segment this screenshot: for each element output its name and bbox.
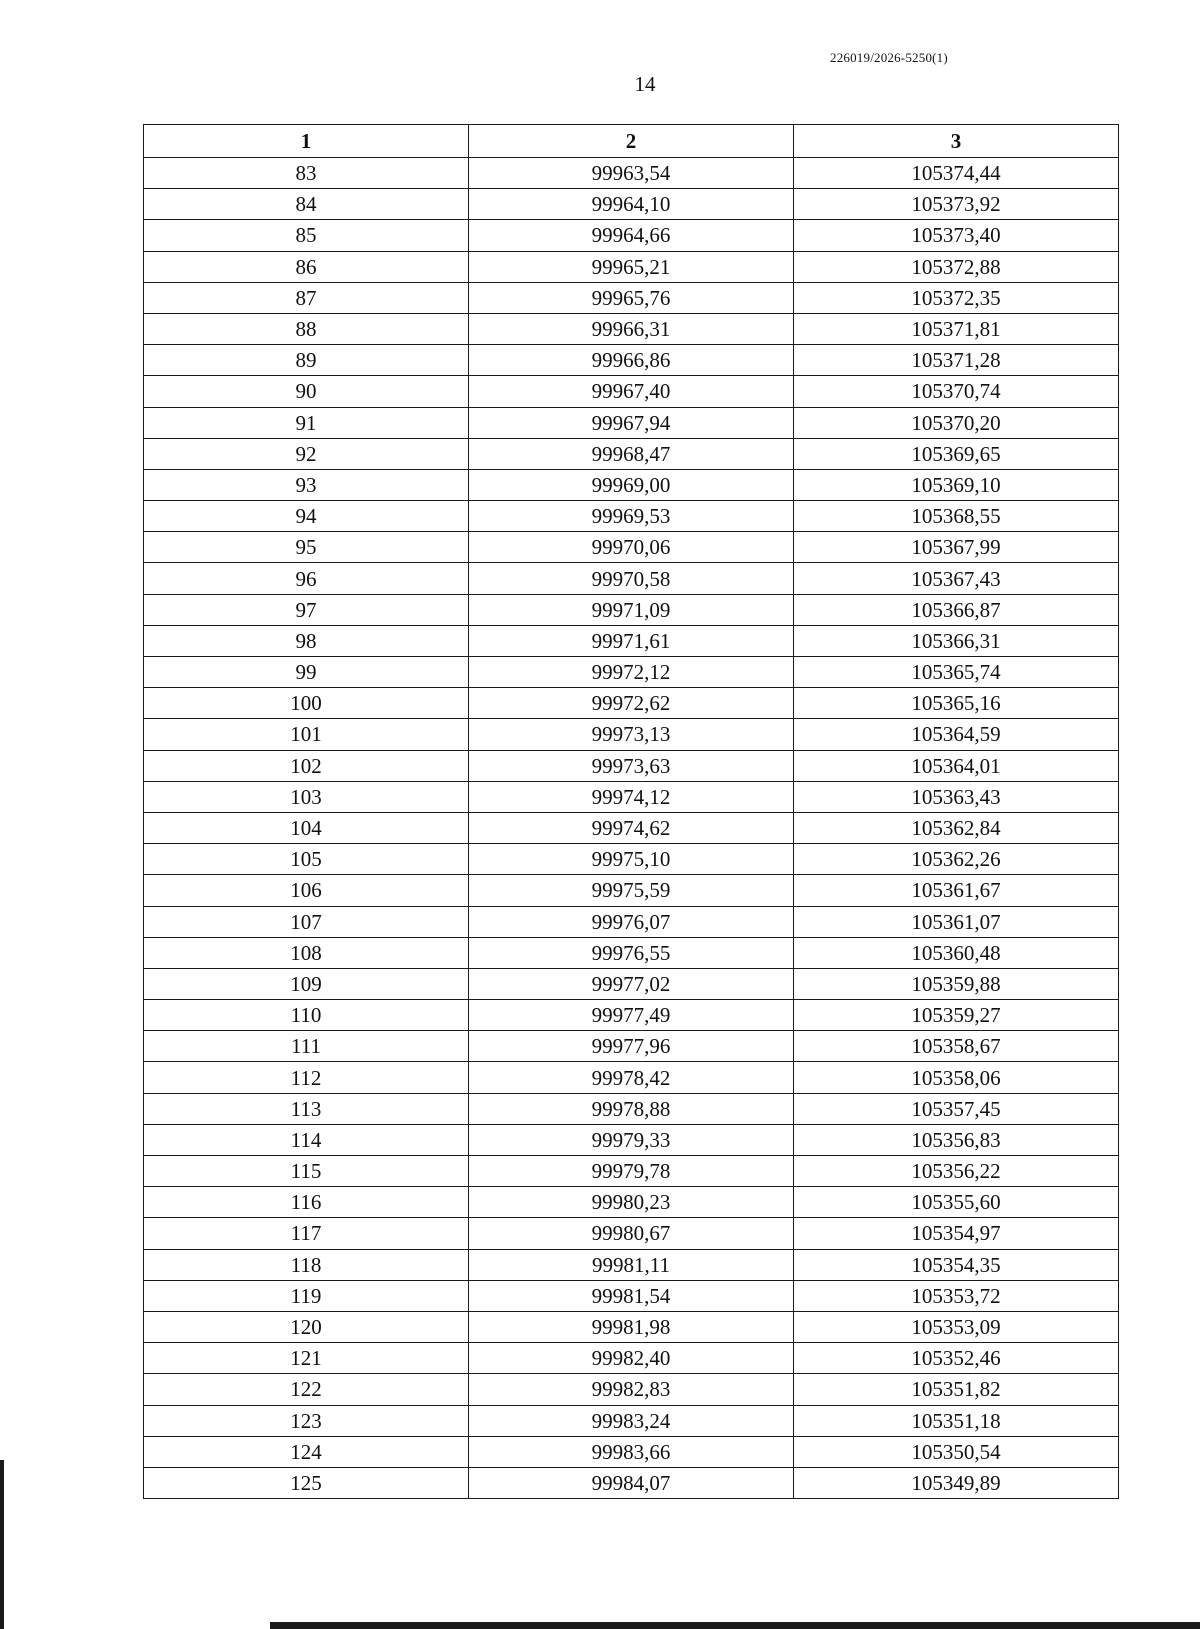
y-coordinate-cell: 105353,09 xyxy=(794,1311,1119,1342)
point-number-cell: 88 xyxy=(144,313,469,344)
point-number-cell: 96 xyxy=(144,563,469,594)
point-number-cell: 111 xyxy=(144,1031,469,1062)
x-coordinate-cell: 99968,47 xyxy=(469,438,794,469)
table-row xyxy=(144,158,1119,189)
table-row xyxy=(144,750,1119,781)
table-row xyxy=(144,1311,1119,1342)
point-number-cell: 115 xyxy=(144,1156,469,1187)
scan-bottom-bar xyxy=(270,1622,1200,1629)
y-coordinate-cell: 105372,35 xyxy=(794,282,1119,313)
point-number-cell: 120 xyxy=(144,1311,469,1342)
x-coordinate-cell: 99965,76 xyxy=(469,282,794,313)
y-coordinate-cell: 105367,43 xyxy=(794,563,1119,594)
point-number-cell: 94 xyxy=(144,501,469,532)
x-coordinate-cell: 99979,78 xyxy=(469,1156,794,1187)
table-row xyxy=(144,407,1119,438)
point-number-cell: 85 xyxy=(144,220,469,251)
x-coordinate-cell: 99964,66 xyxy=(469,220,794,251)
point-number-cell: 83 xyxy=(144,158,469,189)
table-row xyxy=(144,594,1119,625)
y-coordinate-cell: 105351,18 xyxy=(794,1405,1119,1436)
y-coordinate-cell: 105369,65 xyxy=(794,438,1119,469)
x-coordinate-cell: 99980,67 xyxy=(469,1218,794,1249)
point-number-cell: 106 xyxy=(144,875,469,906)
x-coordinate-cell: 99983,66 xyxy=(469,1436,794,1467)
x-coordinate-cell: 99977,96 xyxy=(469,1031,794,1062)
point-number-cell: 104 xyxy=(144,812,469,843)
table-row xyxy=(144,1405,1119,1436)
x-coordinate-cell: 99971,09 xyxy=(469,594,794,625)
x-coordinate-cell: 99977,02 xyxy=(469,968,794,999)
table-row xyxy=(144,812,1119,843)
x-coordinate-cell: 99982,83 xyxy=(469,1374,794,1405)
x-coordinate-cell: 99977,49 xyxy=(469,1000,794,1031)
y-coordinate-cell: 105357,45 xyxy=(794,1093,1119,1124)
point-number-cell: 99 xyxy=(144,657,469,688)
x-coordinate-cell: 99974,12 xyxy=(469,781,794,812)
x-coordinate-cell: 99981,11 xyxy=(469,1249,794,1280)
point-number-cell: 103 xyxy=(144,781,469,812)
point-number-cell: 105 xyxy=(144,844,469,875)
y-coordinate-cell: 105363,43 xyxy=(794,781,1119,812)
point-number-cell: 107 xyxy=(144,906,469,937)
point-number-cell: 114 xyxy=(144,1124,469,1155)
y-coordinate-cell: 105373,92 xyxy=(794,189,1119,220)
table-row xyxy=(144,625,1119,656)
y-coordinate-cell: 105373,40 xyxy=(794,220,1119,251)
point-number-cell: 113 xyxy=(144,1093,469,1124)
x-coordinate-cell: 99978,42 xyxy=(469,1062,794,1093)
table-row xyxy=(144,968,1119,999)
point-number-cell: 109 xyxy=(144,968,469,999)
point-number-cell: 102 xyxy=(144,750,469,781)
table-body xyxy=(144,158,1119,1499)
y-coordinate-cell: 105364,01 xyxy=(794,750,1119,781)
y-coordinate-cell: 105362,84 xyxy=(794,812,1119,843)
table-row xyxy=(144,657,1119,688)
point-number-cell: 119 xyxy=(144,1280,469,1311)
table-row xyxy=(144,1062,1119,1093)
table-row xyxy=(144,1467,1119,1498)
point-number-cell: 124 xyxy=(144,1436,469,1467)
x-coordinate-cell: 99973,13 xyxy=(469,719,794,750)
y-coordinate-cell: 105371,28 xyxy=(794,345,1119,376)
y-coordinate-cell: 105349,89 xyxy=(794,1467,1119,1498)
table-row xyxy=(144,501,1119,532)
y-coordinate-cell: 105351,82 xyxy=(794,1374,1119,1405)
x-coordinate-cell: 99972,12 xyxy=(469,657,794,688)
column-header-1: 1 xyxy=(144,125,469,158)
x-coordinate-cell: 99965,21 xyxy=(469,251,794,282)
y-coordinate-cell: 105367,99 xyxy=(794,532,1119,563)
x-coordinate-cell: 99984,07 xyxy=(469,1467,794,1498)
y-coordinate-cell: 105360,48 xyxy=(794,937,1119,968)
y-coordinate-cell: 105370,74 xyxy=(794,376,1119,407)
table-row xyxy=(144,688,1119,719)
x-coordinate-cell: 99969,53 xyxy=(469,501,794,532)
scan-edge-mark xyxy=(0,1460,4,1629)
x-coordinate-cell: 99970,58 xyxy=(469,563,794,594)
point-number-cell: 93 xyxy=(144,469,469,500)
point-number-cell: 100 xyxy=(144,688,469,719)
coordinates-table xyxy=(143,124,1119,1499)
document-id: 226019/2026-5250(1) xyxy=(830,50,948,65)
y-coordinate-cell: 105352,46 xyxy=(794,1343,1119,1374)
x-coordinate-cell: 99966,86 xyxy=(469,345,794,376)
x-coordinate-cell: 99967,40 xyxy=(469,376,794,407)
y-coordinate-cell: 105356,83 xyxy=(794,1124,1119,1155)
x-coordinate-cell: 99967,94 xyxy=(469,407,794,438)
y-coordinate-cell: 105366,87 xyxy=(794,594,1119,625)
y-coordinate-cell: 105354,35 xyxy=(794,1249,1119,1280)
table-row xyxy=(144,345,1119,376)
x-coordinate-cell: 99963,54 xyxy=(469,158,794,189)
table-row xyxy=(144,220,1119,251)
point-number-cell: 84 xyxy=(144,189,469,220)
page-number: 14 xyxy=(634,72,656,96)
x-coordinate-cell: 99983,24 xyxy=(469,1405,794,1436)
point-number-cell: 98 xyxy=(144,625,469,656)
table-row xyxy=(144,1187,1119,1218)
x-coordinate-cell: 99976,07 xyxy=(469,906,794,937)
y-coordinate-cell: 105368,55 xyxy=(794,501,1119,532)
x-coordinate-cell: 99979,33 xyxy=(469,1124,794,1155)
y-coordinate-cell: 105354,97 xyxy=(794,1218,1119,1249)
y-coordinate-cell: 105358,67 xyxy=(794,1031,1119,1062)
table-row xyxy=(144,781,1119,812)
table-row xyxy=(144,719,1119,750)
point-number-cell: 101 xyxy=(144,719,469,750)
y-coordinate-cell: 105361,67 xyxy=(794,875,1119,906)
y-coordinate-cell: 105359,88 xyxy=(794,968,1119,999)
table-row xyxy=(144,189,1119,220)
table-row xyxy=(144,469,1119,500)
point-number-cell: 92 xyxy=(144,438,469,469)
x-coordinate-cell: 99964,10 xyxy=(469,189,794,220)
point-number-cell: 122 xyxy=(144,1374,469,1405)
x-coordinate-cell: 99966,31 xyxy=(469,313,794,344)
point-number-cell: 90 xyxy=(144,376,469,407)
table-row xyxy=(144,1000,1119,1031)
table-row xyxy=(144,1374,1119,1405)
point-number-cell: 95 xyxy=(144,532,469,563)
point-number-cell: 97 xyxy=(144,594,469,625)
point-number-cell: 89 xyxy=(144,345,469,376)
point-number-cell: 121 xyxy=(144,1343,469,1374)
x-coordinate-cell: 99973,63 xyxy=(469,750,794,781)
y-coordinate-cell: 105362,26 xyxy=(794,844,1119,875)
y-coordinate-cell: 105371,81 xyxy=(794,313,1119,344)
y-coordinate-cell: 105353,72 xyxy=(794,1280,1119,1311)
table-row xyxy=(144,1343,1119,1374)
table-row xyxy=(144,1093,1119,1124)
y-coordinate-cell: 105359,27 xyxy=(794,1000,1119,1031)
table-row xyxy=(144,906,1119,937)
y-coordinate-cell: 105370,20 xyxy=(794,407,1119,438)
point-number-cell: 87 xyxy=(144,282,469,313)
x-coordinate-cell: 99975,10 xyxy=(469,844,794,875)
table-row xyxy=(144,438,1119,469)
table-row xyxy=(144,313,1119,344)
table-row xyxy=(144,563,1119,594)
table-row xyxy=(144,282,1119,313)
x-coordinate-cell: 99975,59 xyxy=(469,875,794,906)
y-coordinate-cell: 105372,88 xyxy=(794,251,1119,282)
y-coordinate-cell: 105361,07 xyxy=(794,906,1119,937)
x-coordinate-cell: 99974,62 xyxy=(469,812,794,843)
column-header-3: 3 xyxy=(794,125,1119,158)
column-header-2: 2 xyxy=(469,125,794,158)
point-number-cell: 110 xyxy=(144,1000,469,1031)
table-row xyxy=(144,1031,1119,1062)
x-coordinate-cell: 99981,98 xyxy=(469,1311,794,1342)
point-number-cell: 91 xyxy=(144,407,469,438)
table-row xyxy=(144,875,1119,906)
y-coordinate-cell: 105350,54 xyxy=(794,1436,1119,1467)
y-coordinate-cell: 105366,31 xyxy=(794,625,1119,656)
point-number-cell: 112 xyxy=(144,1062,469,1093)
x-coordinate-cell: 99970,06 xyxy=(469,532,794,563)
y-coordinate-cell: 105374,44 xyxy=(794,158,1119,189)
table-header-row xyxy=(144,125,1119,158)
point-number-cell: 108 xyxy=(144,937,469,968)
y-coordinate-cell: 105369,10 xyxy=(794,469,1119,500)
table-row xyxy=(144,1436,1119,1467)
table-row xyxy=(144,1280,1119,1311)
table-row xyxy=(144,251,1119,282)
point-number-cell: 125 xyxy=(144,1467,469,1498)
y-coordinate-cell: 105365,74 xyxy=(794,657,1119,688)
point-number-cell: 117 xyxy=(144,1218,469,1249)
y-coordinate-cell: 105364,59 xyxy=(794,719,1119,750)
x-coordinate-cell: 99978,88 xyxy=(469,1093,794,1124)
table-row xyxy=(144,1218,1119,1249)
y-coordinate-cell: 105358,06 xyxy=(794,1062,1119,1093)
table-row xyxy=(144,532,1119,563)
table-row xyxy=(144,844,1119,875)
x-coordinate-cell: 99980,23 xyxy=(469,1187,794,1218)
table-row xyxy=(144,376,1119,407)
y-coordinate-cell: 105365,16 xyxy=(794,688,1119,719)
x-coordinate-cell: 99976,55 xyxy=(469,937,794,968)
table-row xyxy=(144,1156,1119,1187)
y-coordinate-cell: 105355,60 xyxy=(794,1187,1119,1218)
point-number-cell: 123 xyxy=(144,1405,469,1436)
table-row xyxy=(144,1124,1119,1155)
table-row xyxy=(144,1249,1119,1280)
x-coordinate-cell: 99971,61 xyxy=(469,625,794,656)
point-number-cell: 86 xyxy=(144,251,469,282)
y-coordinate-cell: 105356,22 xyxy=(794,1156,1119,1187)
x-coordinate-cell: 99982,40 xyxy=(469,1343,794,1374)
point-number-cell: 116 xyxy=(144,1187,469,1218)
x-coordinate-cell: 99969,00 xyxy=(469,469,794,500)
x-coordinate-cell: 99981,54 xyxy=(469,1280,794,1311)
x-coordinate-cell: 99972,62 xyxy=(469,688,794,719)
point-number-cell: 118 xyxy=(144,1249,469,1280)
table-row xyxy=(144,937,1119,968)
